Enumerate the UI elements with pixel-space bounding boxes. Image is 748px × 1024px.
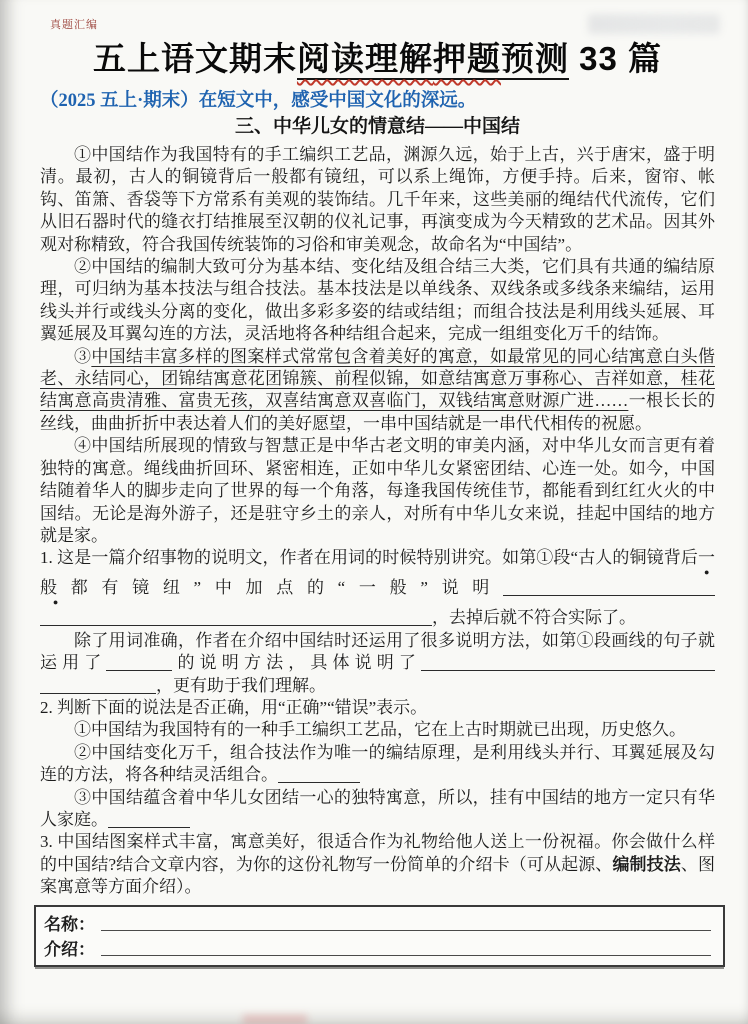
question-1b-text-f: ，更有助于我们理解。 bbox=[156, 675, 326, 695]
paragraph-3-marker: ③ bbox=[74, 346, 92, 366]
paragraph-3-underlined-sentence: 中国结丰富多样的图案样式常常包含着美好的寓意，如最常见的同心结寓意白头偕老、永结同心，团锦结寓意花团锦簇、前程似锦，如意结寓意万事称心、吉祥如意，桂花结寓意高贵清雅、富贵无孩，双喜结寓意双喜临门，双钱结寓意财源广进…… bbox=[40, 346, 716, 411]
card-name-row bbox=[44, 910, 713, 935]
question-1-text-b: 都有镜纽”中加点的“一般”说明 bbox=[70, 578, 504, 598]
answer-blank bbox=[108, 813, 190, 828]
answer-blank bbox=[503, 581, 715, 596]
question-2-item-2 bbox=[40, 742, 715, 787]
card-intro-row bbox=[44, 935, 713, 960]
question-3-text-pre: 3. 中国结图案样式丰富，寓意美好，很适合作为礼物给他人送上一份祝福。你会做什么样的中国结?结合文章内容，为你的这份礼物写一份简单的介绍卡（可从起源、 bbox=[40, 832, 715, 874]
question-3 bbox=[40, 831, 715, 898]
question-3-text-post: 、图案寓意等方面介绍）。 bbox=[40, 854, 716, 897]
corner-tag: 真题汇编 bbox=[50, 19, 98, 31]
question-1 bbox=[40, 547, 715, 629]
exam-source-subtitle: （2025 五上·期末）在短文中，感受中国文化的深远。 bbox=[40, 91, 477, 111]
question-2-item-1: ①中国结为我国特有的一种手工编织工艺品，它在上古时期就已出现，历史悠久。 bbox=[74, 720, 686, 740]
answer-card-box bbox=[34, 905, 725, 967]
paragraph-3 bbox=[40, 346, 715, 436]
card-name-label: 名称： bbox=[44, 914, 95, 934]
title-seg-yuce: 预测 bbox=[500, 40, 569, 77]
watermark-bottom bbox=[243, 1015, 307, 1024]
card-intro-label: 介绍： bbox=[44, 939, 95, 959]
paragraph-1: ①中国结作为我国特有的手工编织工艺品，渊源久远，始于上古，兴于唐宋，盛于明清。最初，古人的铜镜背后一般都有镜纽，可以系上绳饰，方便手持。后来，窗帘、帐钩、笛箫、香袋等下方常系有美观的装饰结。几千年来，这些美丽的绳结代代流传，它们从旧石器时代的缝衣打结推展至汉朝的仪礼记事，再演变成为今天精致的艺术品。因其外观对称精致，符合我国传统装饰的习俗和审美观念，故命名为“中国结”。 bbox=[40, 145, 715, 254]
question-1-text-a: 1. 这是一篇介绍事物的说明文，作者在用词的时候特别讲究。如第①段“古人的铜镜背后 bbox=[40, 548, 698, 568]
question-2-stem: 2. 判断下面的说法是否正确，用“正确”“错误”表示。 bbox=[40, 697, 428, 717]
question-2-item-3-text: ③中国结蕴含着中华儿女团结一心的独特寓意，所以，挂有中国结的地方一定只有华人家庭。 bbox=[40, 787, 715, 829]
question-1b-text-e: 的说明方法，具体说明了 bbox=[172, 653, 422, 673]
title-pre: 五上语文期末 bbox=[92, 40, 297, 77]
card-name-writing-line bbox=[101, 929, 711, 931]
watermark-top-right bbox=[588, 14, 720, 34]
paragraph-2: ②中国结的编制大致可分为基本结、变化结及组合结三大类，它们具有共通的编结原理，可归纳为基本技法与组合技法。基本技法是以单线条、双线条或多线条来编结，运用线头并行或线头分离的变化，做出多彩多姿的结或结组；而组合技法是利用线头延展、耳翼延展及耳翼勾连的方法，灵活地将各种结组合起来，完成一组组变化万千的结饰。 bbox=[40, 257, 715, 344]
paragraph-3-rest: 一根长长的丝线，曲曲折折中表达着人们的美好愿望，一串中国结就是一串代代相传的祝愿。 bbox=[40, 391, 716, 433]
question-1-dotted-word: 一般 bbox=[40, 548, 715, 598]
question-1-part-2 bbox=[40, 630, 715, 697]
question-1b-text-d: 除了用词准确，作者在介绍中国结时还运用了很多说明方法，如第①段画线的句子就运用了 bbox=[40, 630, 715, 673]
question-2-item-2-text: ②中国结变化万千，组合技法作为唯一的编结原理，是利用线头并行、耳翼延展及勾连的方法，将各种结灵活组合。 bbox=[40, 742, 715, 785]
title-seg-yati: 押题 bbox=[432, 40, 501, 77]
answer-blank bbox=[421, 656, 715, 671]
question-2-item-3 bbox=[40, 787, 715, 832]
question-1-text-c: ，去掉后就不符合实际了。 bbox=[432, 608, 636, 628]
card-intro-writing-line bbox=[101, 954, 711, 956]
paragraph-4: ④中国结所展现的情致与智慧正是中华古老文明的审美内涵，对中华儿女而言更有着独特的寓意。绳线曲折回环、紧密相连，正如中华儿女紧密团结、心连一处。如今，中国结随着华人的脚步走向了世界的每一个角落，每逢我国传统佳节，都能看到红红火火的中国结。无论是海外游子，还是驻守乡土的亲人，对所有中华儿女来说，挂起中国结的地方就是家。 bbox=[40, 436, 715, 545]
page-title bbox=[40, 36, 715, 82]
answer-blank bbox=[40, 679, 156, 694]
answer-blank bbox=[278, 768, 360, 783]
answer-blank bbox=[40, 611, 432, 626]
title-underlined-group bbox=[297, 40, 569, 80]
answer-blank bbox=[106, 656, 172, 671]
title-post: 33 篇 bbox=[568, 40, 663, 77]
question-3-bold-term: 编制技法 bbox=[612, 854, 681, 874]
title-seg-yuedulijie: 阅读理解 bbox=[296, 40, 433, 77]
section-heading: 三、中华儿女的情意结——中国结 bbox=[234, 116, 520, 137]
